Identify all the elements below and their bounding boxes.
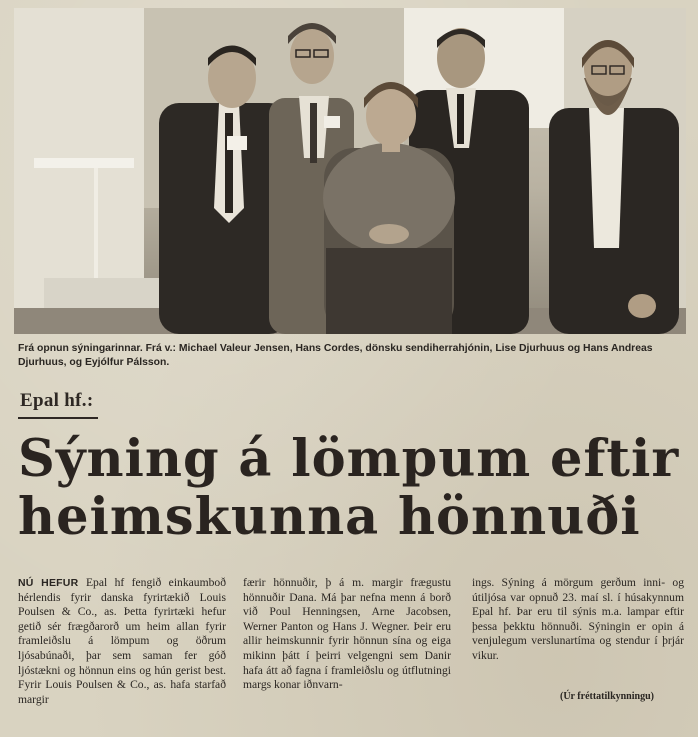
body-column-1 <box>18 576 226 707</box>
headline-line-1: Sýning á lömpum eftir <box>18 429 680 489</box>
article-headline <box>18 430 688 546</box>
group-photo <box>14 8 686 334</box>
body-column-3: ings. Sýning á mörgum gerðum inni- og útiljósa var opnuð 23. maí sl. í húsakynnum Epal hf. Þar eru til sýnis m.a. lampar eftir þessa þekktu hönnuði. Sýningin er opin á venjulegum verslunartíma og stendur í þrjár vikur. <box>472 576 684 662</box>
group-photo-illustration <box>14 8 686 334</box>
source-credit: (Úr fréttatilkynningu) <box>560 691 654 702</box>
headline-line-2: heimskunna hönnuði <box>18 487 641 547</box>
kicker-label: Epal hf.: <box>20 390 94 411</box>
kicker-underline <box>18 417 98 419</box>
lead-in: NÚ HEFUR <box>18 577 86 589</box>
body-column-1-text: Epal hf fengið einkaumboð hérlendis fyrir danska fyrirtækið Louis Poulsen & Co., as. Þetta fyrirtæki hefur getið sér frægðarorð um heim allan fyrir framleiðslu á lömpum og öðrum ljósabúnaði, þar sem saman fer góð ljóstækni og hönnun eins og hún gerist best. Fyrir Louis Poulsen & Co., as. hafa starfað margir <box>18 576 226 706</box>
photo-caption: Frá opnun sýningarinnar. Frá v.: Michael Valeur Jensen, Hans Cordes, dönsku sendiherrahjónin, Lise Djurhuus og Hans Andreas Djurhuus, og Eyjólfur Pálsson. <box>18 343 653 368</box>
body-column-2: færir hönnuðir, þ á m. margir frægustu hönnuðir Dana. Má þar nefna menn á borð við Poul Henningsen, Arne Jacobsen, Werner Panton og Hans J. Wegner. Þeir eru allir heimskunnir fyrir hönnun sína og eiga mikinn þátt í þeirri velgengni sem Danir hafa átt að fagna í framleiðslu og útflutningi margs konar iðnvarn- <box>243 576 451 692</box>
